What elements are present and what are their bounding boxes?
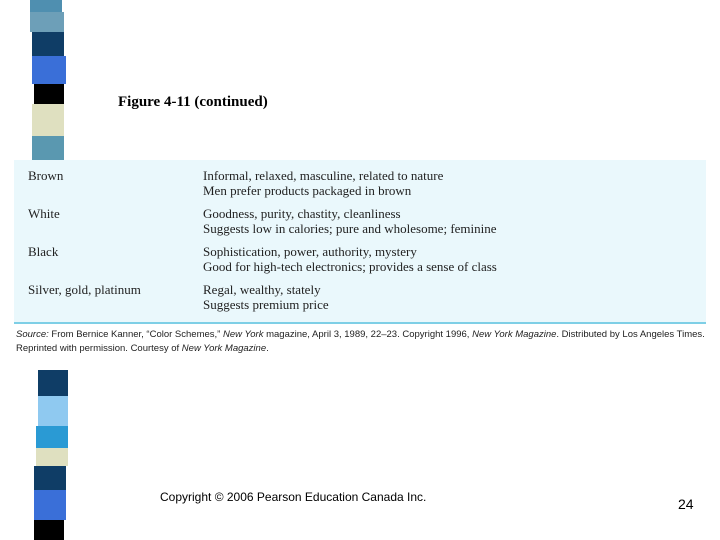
meaning-cell	[203, 206, 497, 236]
meaning-line: Suggests low in calories; pure and wholesome; feminine	[203, 221, 497, 236]
strip-block	[30, 0, 62, 12]
meaning-cell	[203, 168, 443, 198]
strip-block	[34, 490, 66, 520]
strip-block	[38, 370, 68, 396]
source-text: magazine, April 3, 1989, 22–23. Copyright 1996,	[263, 329, 473, 340]
color-cell: Brown	[28, 168, 64, 183]
color-cell: Black	[28, 244, 59, 259]
strip-block	[34, 84, 64, 104]
strip-block	[32, 32, 64, 56]
source-text: . Distributed by Los Angeles Times. Reprinted with permission. Courtesy of	[16, 329, 705, 354]
strip-block	[36, 448, 68, 466]
color-meanings-table	[14, 160, 706, 324]
copyright-footer: Copyright © 2006 Pearson Education Canada Inc.	[160, 490, 427, 504]
strip-block	[34, 520, 64, 540]
strip-block	[38, 396, 68, 426]
page-number: 24	[678, 496, 694, 512]
magazine-name: New York Magazine	[472, 329, 557, 340]
figure-title: Figure 4-11 (continued)	[118, 94, 268, 110]
color-cell: White	[28, 206, 60, 221]
table-row	[14, 206, 706, 240]
strip-block	[30, 12, 64, 32]
meaning-cell	[203, 244, 497, 274]
source-text: .	[266, 343, 269, 354]
meaning-line: Men prefer products packaged in brown	[203, 183, 412, 198]
table-row	[14, 168, 706, 202]
meaning-line: Regal, wealthy, stately	[203, 282, 321, 297]
decorative-color-strip-bottom	[28, 370, 68, 540]
meaning-line: Good for high-tech electronics; provides a sense of class	[203, 259, 497, 274]
source-citation	[16, 328, 706, 356]
strip-block	[34, 466, 66, 490]
strip-block	[32, 104, 64, 136]
meaning-line: Suggests premium price	[203, 297, 329, 312]
color-cell: Silver, gold, platinum	[28, 282, 141, 297]
decorative-color-strip-top	[28, 0, 68, 160]
strip-block	[36, 426, 68, 448]
meaning-cell	[203, 282, 329, 312]
source-text: From Bernice Kanner, “Color Schemes,”	[48, 329, 223, 340]
meaning-line: Informal, relaxed, masculine, related to nature	[203, 168, 444, 183]
table-row	[14, 244, 706, 278]
source-label: Source:	[16, 329, 49, 340]
meaning-line: Sophistication, power, authority, mystery	[203, 244, 417, 259]
strip-block	[32, 56, 66, 84]
table-row	[14, 282, 706, 316]
meaning-line: Goodness, purity, chastity, cleanliness	[203, 206, 401, 221]
strip-block	[32, 136, 64, 160]
magazine-name: New York	[222, 329, 264, 340]
magazine-name: New York Magazine	[181, 343, 267, 354]
